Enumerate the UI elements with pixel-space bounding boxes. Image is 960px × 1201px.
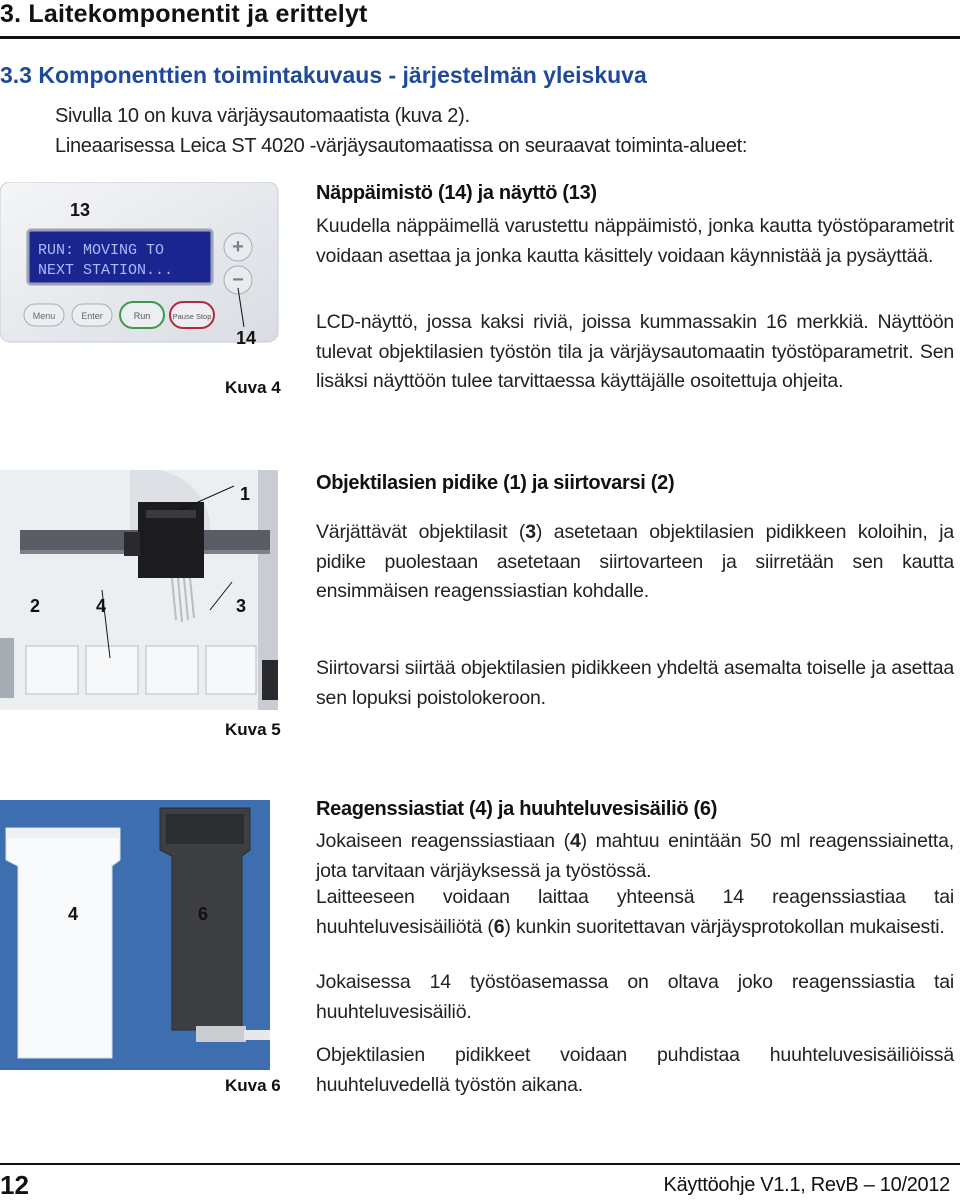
enter-key-label: Enter — [81, 311, 103, 321]
header-rule — [0, 36, 960, 39]
document-version: Käyttöohje V1.1, RevB – 10/2012 — [663, 1174, 950, 1196]
lcd-line-1: RUN: MOVING TO — [38, 242, 165, 259]
label-14: 14 — [236, 328, 257, 348]
reagent-para-1-num: 4 — [569, 830, 581, 852]
section-title: 3.3 Komponenttien toimintakuvaus - järjestelmän yleiskuva — [0, 62, 647, 88]
label-3: 3 — [236, 596, 247, 616]
keypad-para-1: Kuudella näppäimellä varustettu näppäimistö, jonka kautta työstöparametrit voidaan asettaa ja jonka kautta käsittely voidaan käynnistää ja pysäyttää. — [316, 215, 954, 267]
menu-key-label: Menu — [32, 311, 56, 321]
holder-para-1 — [316, 518, 954, 607]
holder-para-2: Siirtovarsi siirtää objektilasien pidikkeen yhdeltä asemalta toiselle ja asettaa sen lopuksi poistolokeroon. — [316, 657, 954, 709]
reagent-para-4: Objektilasien pidikkeet voidaan puhdistaa huuhteluvesisäiliöissä huuhteluvedellä työstön aikana. — [316, 1044, 954, 1096]
intro-line-2: Lineaarisessa Leica ST 4020 -värjäysautomaatissa on seuraavat toiminta-alueet: — [55, 135, 748, 157]
label-13: 13 — [70, 200, 91, 220]
label-water-6: 6 — [198, 904, 209, 924]
figure-5-caption: Kuva 5 — [225, 720, 281, 739]
holder-para-1-post: ) asetetaan objektilasien pidikkeen koloihin, ja pidike puolestaan asetetaan siirtovarteen ja siirretään sen kautta ensimmäisen reagenssiastian kohdalle. — [316, 521, 954, 602]
label-2: 2 — [30, 596, 41, 616]
reagent-para-2-num: 6 — [493, 915, 505, 938]
figure-6-caption: Kuva 6 — [225, 1076, 281, 1095]
keypad-para-2: LCD-näyttö, jossa kaksi riviä, joissa kummassakin 16 merkkiä. Näyttöön tulevat objektilasien työstön tila ja värjäysautomaatin työstöparametrit. Sen lisäksi näyttöön tulee tarvittaessa käyttäjälle osoitettuja ohjeita. — [316, 311, 954, 392]
holder-heading: Objektilasien pidike (1) ja siirtovarsi (2) — [316, 472, 675, 494]
reagent-heading: Reagenssiastiat (4) ja huuhteluvesisäiliö (6) — [316, 798, 718, 820]
reagent-para-1-post: ) mahtuu enintään 50 ml reagenssiainetta, jota tarvitaan värjäyksessä ja työstössä. — [316, 830, 955, 882]
label-reagent-4: 4 — [68, 904, 79, 924]
figure-6 — [0, 800, 290, 1100]
chapter-title: 3. Laitekomponentit ja erittelyt — [0, 0, 368, 28]
intro-line-1: Sivulla 10 on kuva värjäysautomaatista (kuva 2). — [55, 105, 470, 127]
page-number: 12 — [0, 1170, 29, 1200]
holder-para-1-num: 3 — [525, 521, 536, 543]
plus-key-label: + — [232, 236, 244, 258]
reagent-para-3: Jokaisessa 14 työstöasemassa on oltava joko reagenssiastia tai huuhteluvesisäiliö. — [316, 971, 954, 1023]
lcd-line-2: NEXT STATION... — [38, 262, 174, 279]
footer-rule — [0, 1163, 960, 1165]
reagent-para-1-pre: Jokaiseen reagenssiastiaan ( — [316, 830, 570, 852]
label-1: 1 — [240, 484, 251, 504]
holder-para-1-pre: Värjättävät objektilasit ( — [316, 521, 526, 543]
slide-holder-photo — [0, 470, 278, 710]
pause-stop-key-label: Pause Stop — [172, 312, 212, 321]
figure-4 — [0, 182, 290, 412]
reagent-para-1 — [316, 827, 954, 886]
reagent-para-2-pre: Laitteeseen voidaan laittaa yhteensä 14 reagenssiastiaa tai huuhteluvesisäiliötä ( — [316, 886, 954, 938]
figure-4-caption: Kuva 4 — [225, 378, 281, 397]
reagent-vessel — [6, 828, 120, 1058]
figure-5 — [0, 470, 290, 740]
keypad-heading: Näppäimistö (14) ja näyttö (13) — [316, 182, 597, 204]
minus-key-label: − — [232, 269, 244, 291]
reagent-para-2 — [316, 883, 954, 942]
reagent-vessel-photo — [0, 800, 270, 1070]
label-4: 4 — [96, 596, 107, 616]
run-key-label: Run — [133, 311, 151, 321]
reagent-para-2-post: ) kunkin suoritettavan värjäysprotokollan mukaisesti. — [504, 915, 945, 938]
